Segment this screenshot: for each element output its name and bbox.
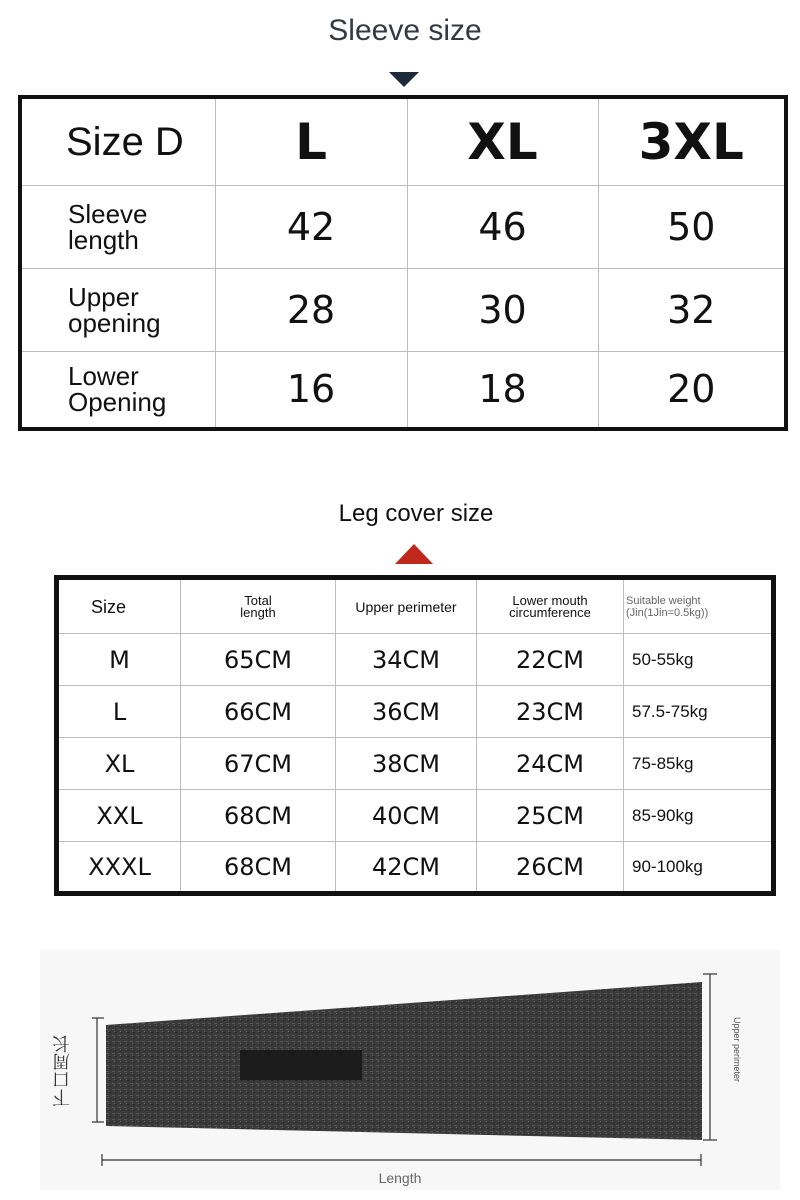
upper-perimeter-label: Upper perimeter bbox=[732, 1017, 742, 1083]
sleeve-cell-value: 30 bbox=[407, 268, 598, 351]
leg-cell-upper: 40CM bbox=[336, 790, 477, 842]
sleeve-cell-value: 32 bbox=[598, 268, 786, 351]
leg-cell-size: L bbox=[57, 686, 181, 738]
leg-row bbox=[57, 738, 774, 790]
leg-cell-weight: 75-85kg bbox=[624, 738, 774, 790]
leg-cell-size: XL bbox=[57, 738, 181, 790]
sleeve-size-table bbox=[18, 95, 788, 431]
leg-cell-total-length: 68CM bbox=[181, 790, 336, 842]
label-patch bbox=[240, 1050, 362, 1080]
leg-cell-upper: 36CM bbox=[336, 686, 477, 738]
sleeve-cell-value: 28 bbox=[215, 268, 407, 351]
leg-cell-weight: 90-100kg bbox=[624, 842, 774, 894]
leg-cell-total-length: 66CM bbox=[181, 686, 336, 738]
sleeve-cell-value: 16 bbox=[215, 351, 407, 429]
leg-cover-size-table bbox=[54, 575, 776, 896]
leg-header-weight: Suitable weight (Jin(1Jin=0.5kg)) bbox=[624, 578, 774, 634]
leg-cell-upper: 38CM bbox=[336, 738, 477, 790]
sleeve-header-size: XL bbox=[407, 97, 598, 185]
leg-cell-size: XXXL bbox=[57, 842, 181, 894]
sleeve-row-upper-opening bbox=[20, 268, 786, 351]
leg-cover-size-title: Leg cover size bbox=[338, 500, 494, 527]
leg-cell-lower: 24CM bbox=[477, 738, 624, 790]
sleeve-row-label: Upper opening bbox=[20, 268, 215, 351]
sleeve-cell-value: 46 bbox=[407, 185, 598, 268]
leg-cell-weight: 85-90kg bbox=[624, 790, 774, 842]
leg-row bbox=[57, 842, 774, 894]
leg-cell-lower: 26CM bbox=[477, 842, 624, 894]
leg-row bbox=[57, 686, 774, 738]
leg-header-upper-perimeter: Upper perimeter bbox=[336, 578, 477, 634]
leg-header-lower-mouth: Lower mouth circumference bbox=[477, 578, 624, 634]
sleeve-header-size: 3XL bbox=[598, 97, 786, 185]
leg-cell-upper: 42CM bbox=[336, 842, 477, 894]
sleeve-cell-value: 42 bbox=[215, 185, 407, 268]
sleeve-header-row bbox=[20, 97, 786, 185]
leg-cell-lower: 22CM bbox=[477, 634, 624, 686]
sleeve-header-size: L bbox=[215, 97, 407, 185]
sleeve-header-label: Size D bbox=[20, 97, 215, 185]
sleeve-row-label: Lower Opening bbox=[20, 351, 215, 429]
arrow-up-icon bbox=[395, 544, 433, 564]
leg-row bbox=[57, 634, 774, 686]
leg-header-size: Size bbox=[57, 578, 181, 634]
sleeve-cell-value: 20 bbox=[598, 351, 786, 429]
leg-cell-lower: 23CM bbox=[477, 686, 624, 738]
leg-header-row bbox=[57, 578, 774, 634]
leg-cover-diagram bbox=[40, 950, 780, 1190]
sleeve-cell-value: 18 bbox=[407, 351, 598, 429]
sleeve-row-lower-opening bbox=[20, 351, 786, 429]
length-label: Length bbox=[378, 1170, 422, 1186]
leg-cell-lower: 25CM bbox=[477, 790, 624, 842]
leg-cell-total-length: 65CM bbox=[181, 634, 336, 686]
leg-cell-total-length: 68CM bbox=[181, 842, 336, 894]
sleeve-row-label: Sleeve length bbox=[20, 185, 215, 268]
sleeve-cell-value: 50 bbox=[598, 185, 786, 268]
leg-cell-total-length: 67CM bbox=[181, 738, 336, 790]
sleeve-size-title: Sleeve size bbox=[328, 14, 482, 47]
leg-cell-size: XXL bbox=[57, 790, 181, 842]
leg-row bbox=[57, 790, 774, 842]
lower-opening-label: 下口周长 bbox=[52, 1035, 72, 1107]
arrow-down-icon bbox=[389, 72, 419, 87]
leg-header-total-length: Total length bbox=[181, 578, 336, 634]
leg-cell-upper: 34CM bbox=[336, 634, 477, 686]
sleeve-row-sleeve-length bbox=[20, 185, 786, 268]
leg-cell-weight: 57.5-75kg bbox=[624, 686, 774, 738]
leg-cell-size: M bbox=[57, 634, 181, 686]
leg-cell-weight: 50-55kg bbox=[624, 634, 774, 686]
